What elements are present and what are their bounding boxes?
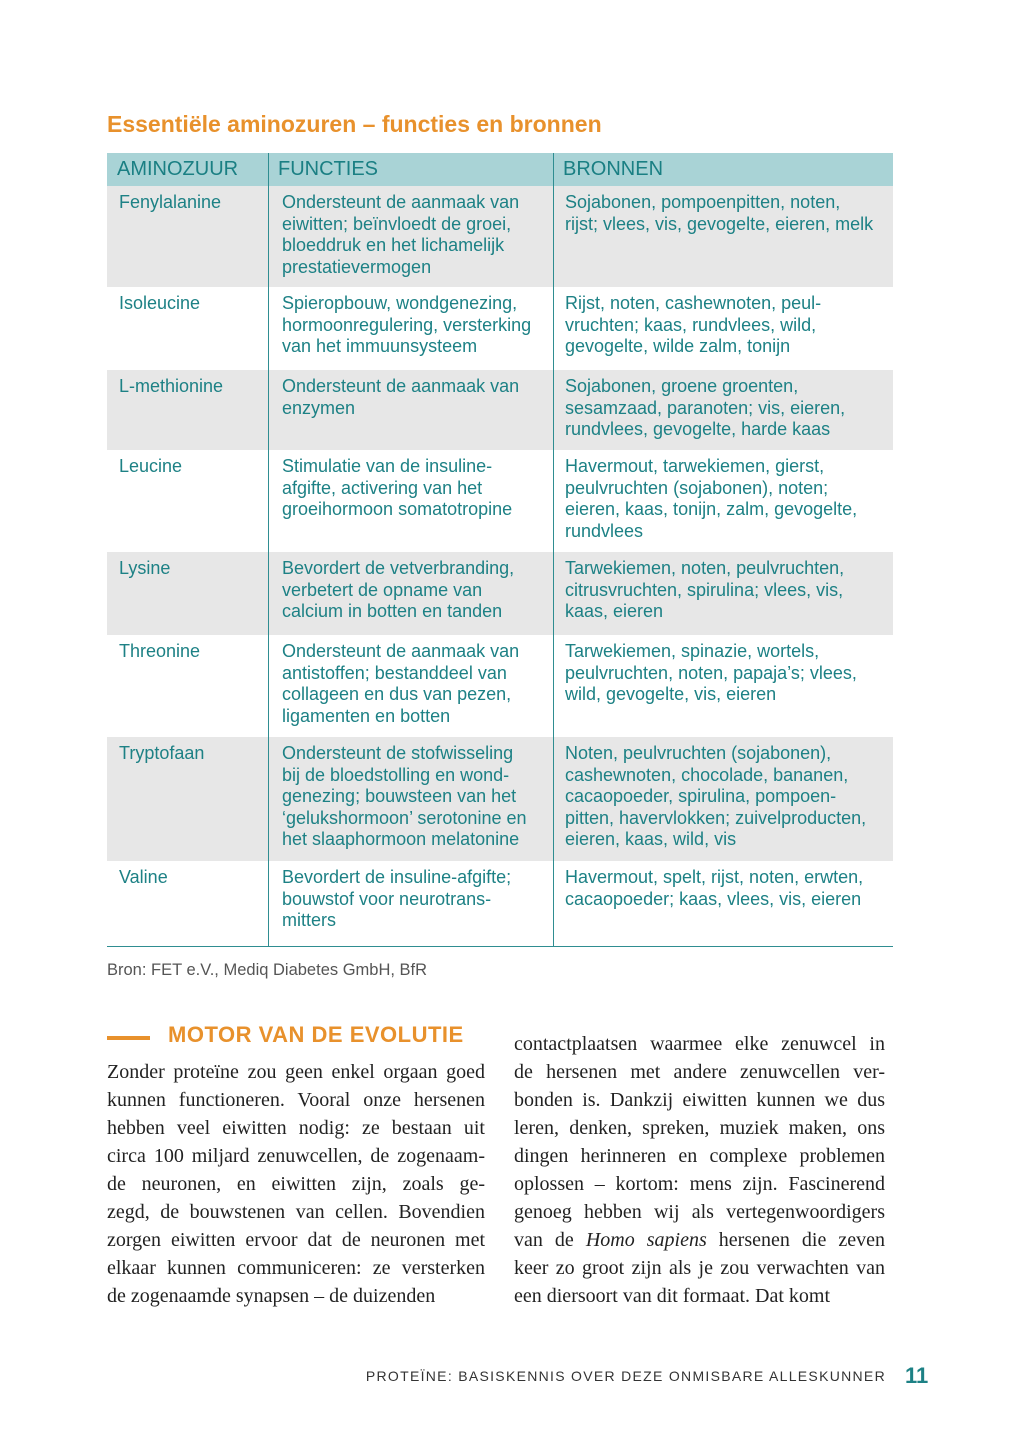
cell-aminozuur: Valine bbox=[119, 867, 168, 887]
running-footer: PROTEÏNE: BASISKENNIS OVER DEZE ONMISBARE ALLESKUNNER bbox=[365, 1368, 886, 1384]
table-row bbox=[107, 552, 893, 635]
body-line: oplossen – kortom: mens zijn. Fascinerend bbox=[514, 1173, 885, 1195]
cell-bronnen: Noten, peulvruchten (sojabonen), cashewnoten, chocolade, bananen, cacaopoeder, spirulina, pompoen- pitten, havervlokken; zuivelproducten, eieren, kaas, wild, vis bbox=[553, 737, 893, 861]
body-line: leren, denken, spreken, muziek maken, ons bbox=[514, 1117, 885, 1139]
cell-aminozuur: Threonine bbox=[119, 641, 201, 661]
body-text: van de bbox=[514, 1229, 586, 1251]
section-heading: MOTOR VAN DE EVOLUTIE bbox=[168, 1022, 464, 1047]
table-row bbox=[107, 370, 893, 450]
cell-aminozuur: Isoleucine bbox=[119, 293, 201, 313]
cell-functies: Ondersteunt de aanmaak van antistoffen; bestanddeel van collageen en dus van pezen, ligamenten en botten bbox=[268, 635, 553, 737]
body-line: hebben veel eiwitten nodig: ze bestaan uit bbox=[107, 1117, 485, 1139]
body-line bbox=[514, 1226, 885, 1254]
cell-bronnen: Havermout, tarwekiemen, gierst, peulvruchten (sojabonen), noten; eieren, kaas, tonijn, zalm, gevogelte, rundvlees bbox=[553, 450, 893, 552]
table-row bbox=[107, 861, 893, 946]
body-column-left bbox=[107, 1058, 485, 1310]
species-name-italic: Homo sapiens bbox=[585, 1229, 707, 1251]
table-row bbox=[107, 635, 893, 737]
cell-functies: Ondersteunt de aanmaak van eiwitten; beïnvloedt de groei, bloeddruk en het lichamelijk prestatievermogen bbox=[268, 186, 553, 287]
cell-functies: Bevordert de vetverbranding, verbetert de opname van calcium in botten en tanden bbox=[268, 552, 553, 635]
header-bronnen: BRONNEN bbox=[553, 153, 893, 186]
amino-acid-table bbox=[107, 153, 893, 947]
body-column-right bbox=[514, 1030, 885, 1310]
body-line: de neuronen, en eiwitten zijn, zoals ge- bbox=[107, 1173, 485, 1195]
body-line: de zogenaamde synapsen – de duizenden bbox=[107, 1285, 436, 1307]
cell-bronnen: Havermout, spelt, rijst, noten, erwten, cacaopoeder; kaas, vlees, vis, eieren bbox=[553, 861, 893, 946]
body-line: zegd, de bouwstenen van cellen. Bovendien bbox=[107, 1201, 485, 1223]
cell-functies: Spieropbouw, wondgenezing, hormoonregulering, versterking van het immuunsysteem bbox=[268, 287, 553, 370]
header-aminozuur: AMINOZUUR bbox=[117, 158, 239, 180]
cell-functies: Stimulatie van de insuline- afgifte, activering van het groeihormoon somatotropine bbox=[268, 450, 553, 552]
header-functies: FUNCTIES bbox=[268, 153, 553, 186]
body-line: circa 100 miljard zenuwcellen, de zogenaam- bbox=[107, 1145, 485, 1167]
table-row bbox=[107, 737, 893, 861]
body-text: hersenen die zeven bbox=[706, 1229, 885, 1251]
body-line: een diersoort van dit formaat. Dat komt bbox=[514, 1285, 831, 1307]
cell-bronnen: Tarwekiemen, noten, peulvruchten, citrusvruchten, spirulina; vlees, vis, kaas, eieren bbox=[553, 552, 893, 635]
heading-dash bbox=[107, 1036, 150, 1040]
body-line: bonden is. Dankzij eiwitten kunnen we dus bbox=[514, 1089, 885, 1111]
cell-aminozuur: Leucine bbox=[119, 456, 183, 476]
source-note: Bron: FET e.V., Mediq Diabetes GmbH, BfR bbox=[107, 961, 428, 979]
table-row bbox=[107, 287, 893, 370]
table-header-row bbox=[107, 153, 893, 186]
body-line: elkaar kunnen communiceren: ze versterken bbox=[107, 1257, 485, 1279]
cell-aminozuur: Fenylalanine bbox=[119, 192, 222, 212]
cell-bronnen: Rijst, noten, cashewnoten, peul- vruchten; kaas, rundvlees, wild, gevogelte, wilde zalm, tonijn bbox=[553, 287, 893, 370]
body-line: kunnen functioneren. Vooral onze hersenen bbox=[107, 1089, 485, 1111]
cell-bronnen: Sojabonen, groene groenten, sesamzaad, paranoten; vis, eieren, rundvlees, gevogelte, harde kaas bbox=[553, 370, 893, 450]
table-row bbox=[107, 186, 893, 287]
cell-functies: Bevordert de insuline-afgifte; bouwstof voor neurotrans- mitters bbox=[268, 861, 553, 946]
body-line: Zonder proteïne zou geen enkel orgaan goed bbox=[107, 1061, 485, 1083]
body-line: de hersenen met andere zenuwcellen ver- bbox=[514, 1061, 885, 1083]
cell-bronnen: Tarwekiemen, spinazie, wortels, peulvruchten, noten, papaja’s; vlees, wild, gevogelte, vis, eieren bbox=[553, 635, 893, 737]
cell-functies: Ondersteunt de stofwisseling bij de bloedstolling en wond- genezing; bouwsteen van het ‘gelukshormoon’ serotonine en het slaaphormoon melatonine bbox=[268, 737, 553, 861]
cell-aminozuur: Tryptofaan bbox=[119, 743, 205, 763]
cell-functies: Ondersteunt de aanmaak van enzymen bbox=[268, 370, 553, 450]
body-line: contactplaatsen waarmee elke zenuwcel in bbox=[514, 1033, 885, 1055]
cell-aminozuur: Lysine bbox=[119, 558, 171, 578]
cell-aminozuur: L-methionine bbox=[119, 376, 224, 396]
body-line: zorgen eiwitten ervoor dat de neuronen met bbox=[107, 1229, 485, 1251]
page-number: 11 bbox=[905, 1363, 929, 1388]
body-line: genoeg hebben wij als vertegenwoordigers bbox=[514, 1201, 885, 1223]
table-row bbox=[107, 450, 893, 552]
cell-bronnen: Sojabonen, pompoenpitten, noten, rijst; vlees, vis, gevogelte, eieren, melk bbox=[553, 186, 893, 287]
body-line: keer zo groot zijn als je zou verwachten van bbox=[514, 1257, 885, 1279]
page-title: Essentiële aminozuren – functies en bronnen bbox=[107, 111, 602, 137]
body-line: dingen herinneren en complexe problemen bbox=[514, 1145, 885, 1167]
